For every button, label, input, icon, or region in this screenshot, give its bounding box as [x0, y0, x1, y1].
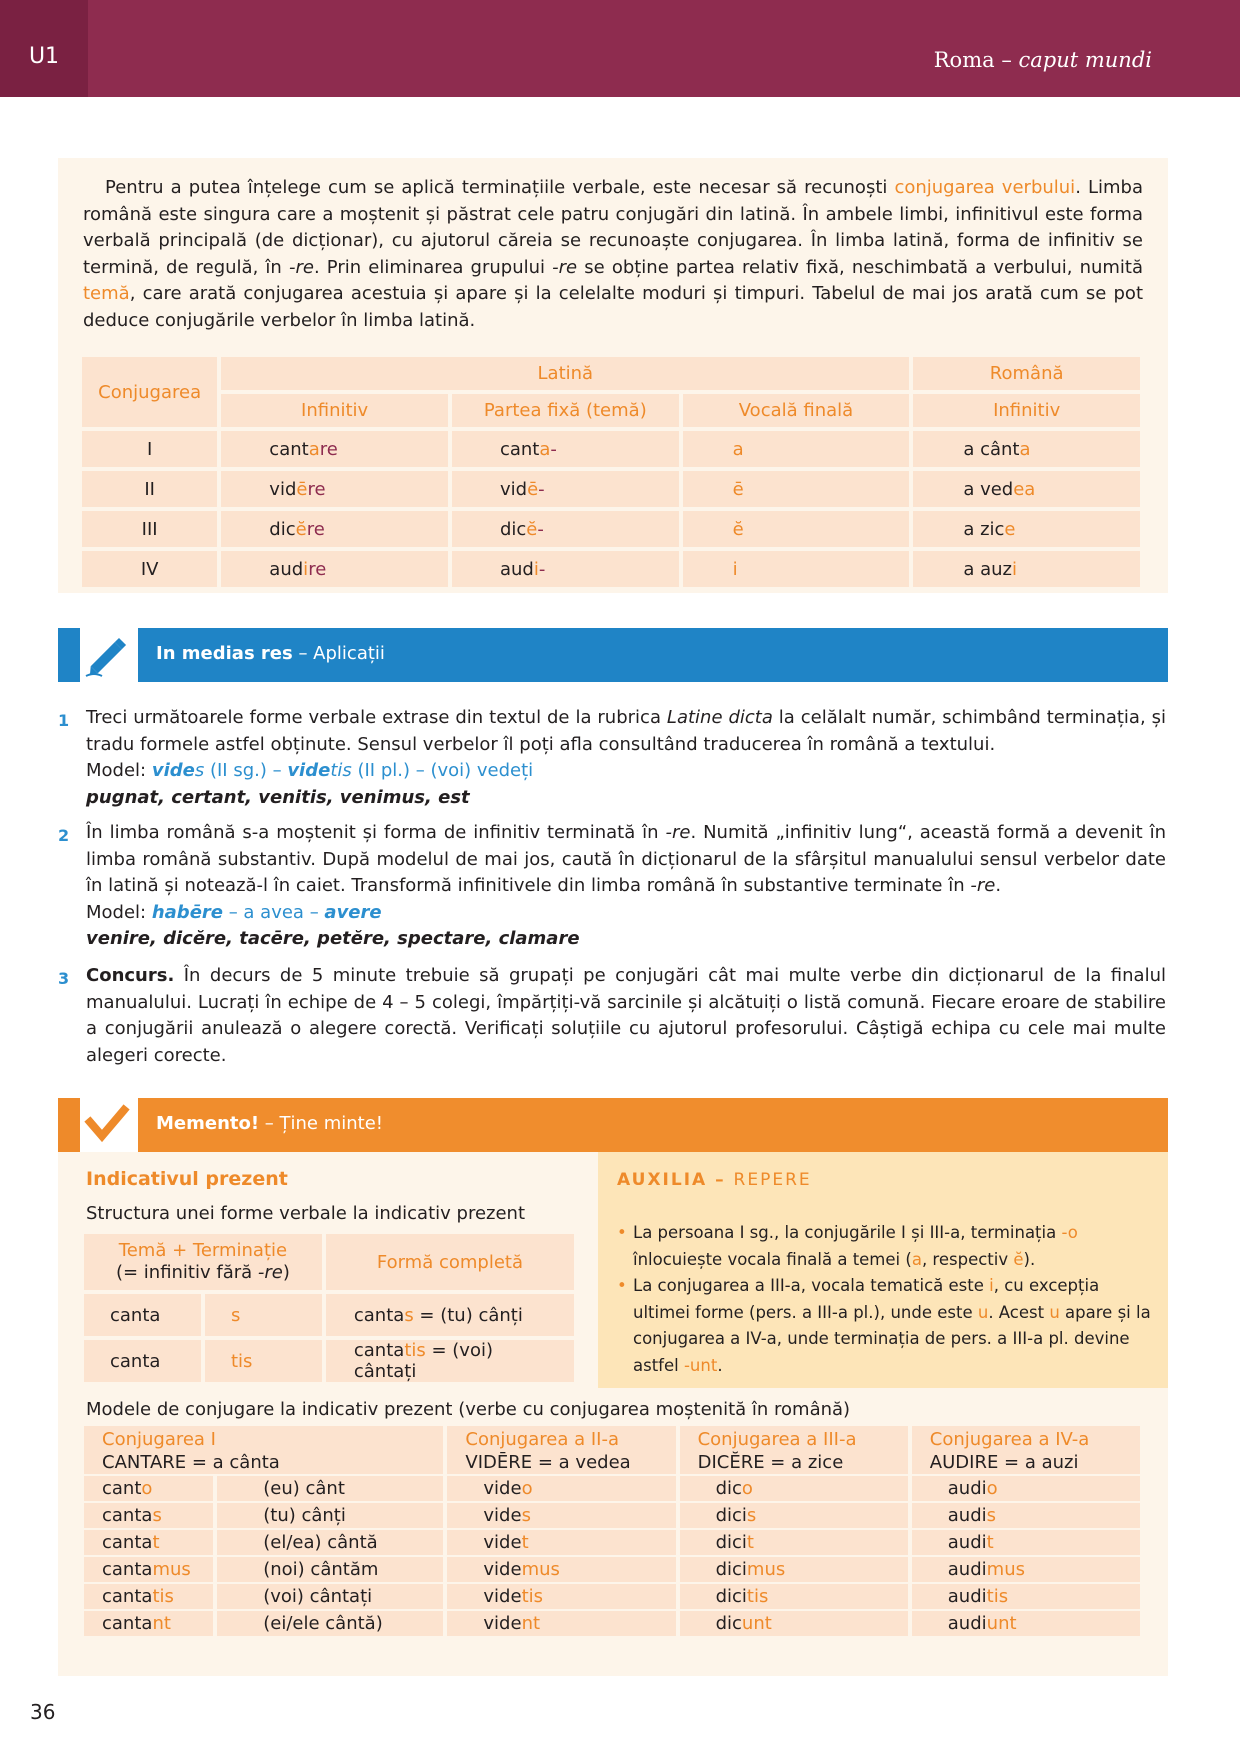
table-row: canta s cantas = (tu) cânți — [84, 1294, 574, 1336]
application-icon-box — [58, 628, 138, 682]
model-header-conj-2: Conjugarea a II-a VIDĒRE = a vedea — [447, 1426, 675, 1474]
pencil-icon — [80, 628, 138, 682]
exercise-number: 3 — [58, 969, 70, 988]
auxilia-title: AUXILIA – REPERE — [617, 1170, 812, 1190]
table-row: cantat (el/ea) cântă videt dicit audit — [84, 1530, 1140, 1555]
indicative-subtitle: Structura unei forme verbale la indicativ prezent — [86, 1203, 526, 1224]
col-header-latina: Latină — [221, 357, 909, 390]
exercise-number: 1 — [58, 711, 70, 730]
unit-label: U1 — [28, 44, 60, 69]
chapter-title: Roma – caput mundi — [933, 48, 1152, 72]
table-row: cantant (ei/ele cântă) vident dicunt audiunt — [84, 1611, 1140, 1636]
table-row: IV audire audi- i a auzi — [82, 551, 1140, 587]
applications-title: In medias res – Aplicații — [156, 643, 385, 664]
memento-icon-box — [58, 1098, 138, 1152]
auxilia-list — [617, 1220, 1152, 1379]
table-row: cantamus (noi) cântăm videmus dicimus audimus — [84, 1557, 1140, 1582]
exercise-number: 2 — [58, 826, 70, 845]
col-header-romana: Română — [913, 357, 1140, 390]
exercise-2: În limba română s-a moștenit și forma de infinitiv terminată în -re. Numită „infinitiv lung“, această formă a devenit în limba română substantiv. După modelul de mai jos, caută în dicționarul de la sfârșitul manualului sensul verbelor date în latină și notează-l în caiet. Transformă infinitivele din limba română în substantive terminate în -re. Model: habēre – a avea – avere venire, dicĕre, tacēre, petĕre, spectare, clamare — [86, 822, 1166, 949]
col-header-full-form: Formă completă — [326, 1234, 574, 1290]
model-header-conj-1: Conjugarea I CANTARE = a cânta — [84, 1426, 443, 1474]
table-row: canta tis cantatis = (voi) cântați — [84, 1340, 574, 1382]
col-header-stem-ending: Temă + Terminație (= infinitiv fără -re) — [84, 1234, 322, 1290]
table-row: III dicĕre dicĕ- ĕ a zice — [82, 511, 1140, 547]
table-row: I cantare canta- a a cânta — [82, 431, 1140, 467]
table-row: cantas (tu) cânți vides dicis audis — [84, 1503, 1140, 1528]
table-row: canto (eu) cânt video dico audio — [84, 1476, 1140, 1501]
indicative-structure-table — [80, 1230, 578, 1386]
memento-title: Memento! – Ține minte! — [156, 1113, 384, 1134]
exercise-1: Treci următoarele forme verbale extrase din textul de la rubrica Latine dicta la celălalt număr, schimbând terminația, și tradu formele astfel obținute. Sensul verbelor îl poți afla consultând traducerea în română a textului. Model: vides (II sg.) – videtis (II pl.) – (voi) vedeți pugnat, certant, venitis, venimus, est — [86, 707, 1167, 808]
conjugation-table — [78, 353, 1144, 591]
page-number: 36 — [30, 1700, 56, 1724]
conjugation-models-table — [80, 1424, 1144, 1638]
checkmark-icon — [80, 1098, 138, 1152]
models-title: Modele de conjugare la indicativ prezent (verbe cu conjugarea moștenită în română) — [86, 1399, 851, 1420]
col-header-conjugarea: Conjugarea — [82, 357, 217, 427]
model-header-conj-4: Conjugarea a IV-a AUDIRE = a auzi — [912, 1426, 1140, 1474]
col-header-infinitiv-ro: Infinitiv — [913, 394, 1140, 427]
exercise-3: Concurs. În decurs de 5 minute trebuie să grupați pe conjugări cât mai multe verbe din dicționarul de la finalul manualului. Lucrați în echipe de 4 – 5 colegi, împărțiți-vă sarcinile și alcătuiți o listă comună. Fiecare eroare de stabilire a conjugării anulează o alegere corectă. Verificați soluțiile cu ajutorul profesorului. Câștigă echipa cu cele mai multe alegeri corecte. — [86, 965, 1166, 1066]
list-item: • La persoana I sg., la conjugările I și III-a, terminația -o înlocuiește vocala finală a temei (a, respectiv ĕ). — [617, 1223, 1078, 1269]
indicative-title: Indicativul prezent — [86, 1168, 288, 1190]
intro-paragraph: Pentru a putea înțelege cum se aplică terminațiile verbale, este necesar să recunoști conjugarea verbului. Limba română este singura care a moștenit și păstrat cele patru conjugări din latină. În ambele limbi, infinitivul este forma verbală principală (de dicționar), cu ajutorul căreia se recunoaște conjugarea. În limba latină, forma de infinitiv se termină, de regulă, în -re. Prin eliminarea grupului -re se obține partea relativ fixă, neschimbată a verbului, numită temă, care arată conjugarea acestuia și apare și la celelalte moduri și timpuri. Tabelul de mai jos arată cum se pot deduce conjugările verbelor în limba latină. — [83, 177, 1144, 331]
list-item: • La conjugarea a III-a, vocala tematică este i, cu excepția ultimei forme (pers. a III-a pl.), unde este u. Acest u apare și la conjugarea a IV-a, unde terminația de pers. a III-a pl. devine astfel -unt. — [617, 1276, 1151, 1375]
col-header-vocala: Vocală finală — [683, 394, 910, 427]
col-header-tema: Partea fixă (temă) — [452, 394, 679, 427]
model-header-conj-3: Conjugarea a III-a DICĔRE = a zice — [680, 1426, 908, 1474]
table-row: cantatis (voi) cântați videtis dicitis auditis — [84, 1584, 1140, 1609]
table-row: II vidēre vidē- ē a vedea — [82, 471, 1140, 507]
col-header-infinitiv: Infinitiv — [221, 394, 448, 427]
